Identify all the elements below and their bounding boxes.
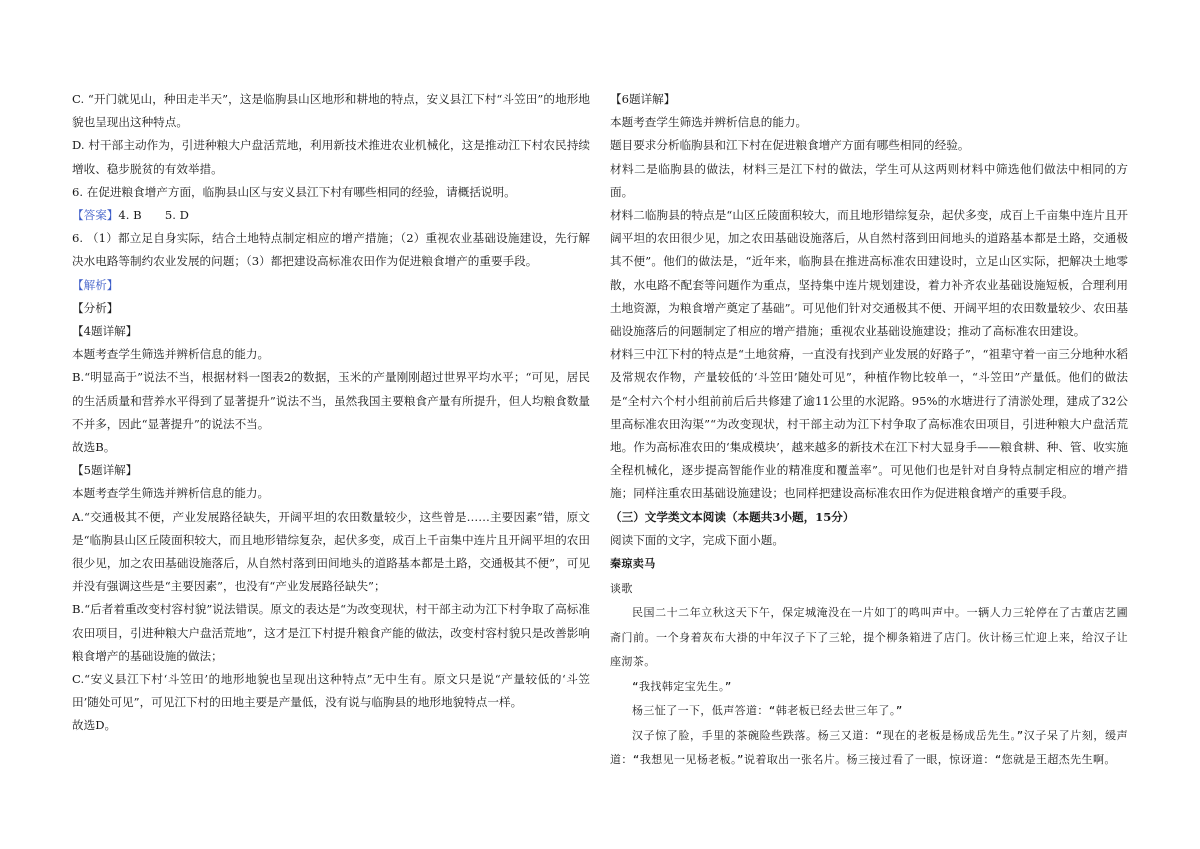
question-6: 6. 在促进粮食增产方面，临朐县山区与安义县江下村有哪些相同的经验，请概括说明。 <box>72 184 516 199</box>
story-paragraph: 汉子惊了脸，手里的茶碗险些跌落。杨三又道：“现在的老板是杨成岳先生。”汉子呆了片刻，缓声道：“我想见一见杨老板。”说着取出一张名片。杨三接过看了一眼，惊讶道：“您就是王超杰先生啊。 <box>610 728 1128 767</box>
q6-line: 材料二是临朐县的做法，材料三是江下村的做法，学生可从这两则材料中筛选他们做法中相同的方面。 <box>610 161 1128 199</box>
story-author: 谈歌 <box>610 581 633 595</box>
answer-text: 4. B 5. D <box>118 208 189 223</box>
q5-line: 故选D。 <box>72 718 117 733</box>
story-paragraph: “我找韩定宝先生。” <box>632 679 732 693</box>
q4-line: 故选B。 <box>72 440 116 455</box>
q6-line: 材料二临朐县的特点是“山区丘陵面积较大，而且地形错综复杂，起伏多变，成百上千亩集中连片且开阔平坦的农田很少见，加之农田基础设施落后，从自然村落到田间地头的道路基本都是土路，交通极其不便”。他们的做法是，“近年来，临朐县在推进高标准农田建设时，立足山区实际，把解决土地零散，水电路不配套等问题作为重点，坚持集中连片规划建设，着力补齐农业基础设施短板，合理利用土地资源，为粮食增产奠定了基础”。可见他们针对交通极其不便、开阔平坦的农田数量较少、农田基础设施落后的问题制定了相应的增产措施；重视农业基础设施建设；推动了高标准农田建设。 <box>610 208 1128 339</box>
q6-line: 材料三中江下村的特点是“土地贫瘠，一直没有找到产业发展的好路子”，“祖辈守着一亩三分地种水稻及常规农作物，产量较低的‘斗笠田’随处可见”，种植作物比较单一，“斗笠田”产量低。他们的做法是“全村六个村小组前前后后共修建了逾11公里的水泥路。95%的水塘进行了清淤处理，建成了32公里高标准农田沟渠”“为改变现状，村干部主动为江下村争取了高标准农田项目，引进种粮大户盘活荒地。作为高标准农田的‘集成模块’，越来越多的新技术在江下村大显身手——粮食耕、种、管、收实施全程机械化，逐步提高智能作业的精准度和覆盖率”。可见他们也是针对自身特点制定相应的增产措施；同样注重农田基础设施建设；也同样把建设高标准农田作为促进粮食增产的重要手段。 <box>610 347 1128 501</box>
q4-heading: 【4题详解】 <box>72 324 138 339</box>
right-column <box>610 88 1128 773</box>
q4-line: B.“明显高于”说法不当，根据材料一图表2的数据，玉米的产量刚刚超过世界平均水平；“可见，居民的生活质量和营养水平得到了显著提升”说法不当，虽然我国主要粮食产量有所提升，但人均粮食数量不并多，因此“显著提升”的说法不当。 <box>72 370 590 431</box>
q5-line: C.“安义县江下村‘斗笠田’的地形地貌也呈现出这种特点”无中生有。原文只是说“产量较低的‘斗笠田’随处可见”，可见江下村的田地主要是产量低，没有说与临朐县的地形地貌特点一样。 <box>72 672 590 710</box>
left-column <box>72 88 590 738</box>
answer-6: 6. （1）都立足自身实际，结合土地特点制定相应的增产措施；（2）重视农业基础设施建设，先行解决水电路等制约农业发展的问题；（3）都把建设高标准农田作为促进粮食增产的重要手段。 <box>72 231 590 269</box>
option-c: C. “开门就见山，种田走半天”，这是临朐县山区地形和耕地的特点，安义县江下村“斗笠田”的地形地貌也呈现出这种特点。 <box>72 92 590 130</box>
q5-heading: 【5题详解】 <box>72 463 138 478</box>
answer-line <box>72 204 590 227</box>
answer-label: 【答案】 <box>72 208 119 223</box>
section3-heading: （三）文学类文本阅读（本题共3小题，15分） <box>610 509 855 524</box>
q5-line: B.“后者着重改变村容村貌”说法错误。原文的表达是“为改变现状，村干部主动为江下村争取了高标准农田项目，引进种粮大户盘活荒地”，这才是江下村提升粮食产能的做法，改变村容村貌只是改善影响粮食增产的基础设施的做法； <box>72 602 590 663</box>
option-d: D. 村干部主动作为，引进种粮大户盘活荒地，利用新技术推进农业机械化，这是推动江下村农民持续增收、稳步脱贫的有效举措。 <box>72 138 590 176</box>
q6-heading: 【6题详解】 <box>610 92 676 106</box>
fenxi-label: 【分析】 <box>72 300 119 315</box>
q5-line: 本题考查学生筛选并辨析信息的能力。 <box>72 486 270 501</box>
q6-line: 本题考查学生筛选并辨析信息的能力。 <box>610 115 808 130</box>
q6-line: 题目要求分析临朐县和江下村在促进粮食增产方面有哪些相同的经验。 <box>610 138 970 153</box>
story-title: 秦琼卖马 <box>610 557 656 571</box>
analysis-label: 【解析】 <box>72 277 119 292</box>
q4-line: 本题考查学生筛选并辨析信息的能力。 <box>72 347 270 362</box>
story-paragraph: 民国二十二年立秋这天下午，保定城淹没在一片如丁的鸣叫声中。一辆人力三轮停在了古董店艺圃斋门前。一个身着灰布大褂的中年汉子下了三轮，提个柳条箱进了店门。伙计杨三忙迎上来，给汉子让座沏茶。 <box>610 606 1128 669</box>
q5-line: A.“交通极其不便，产业发展路径缺失，开阔平坦的农田数量较少，这些曾是……主要因素”错，原文是“临朐县山区丘陵面积较大，而且地形错综复杂，起伏多变，成百上千亩集中连片且开阔平坦的农田很少见，加之农田基础设施落后，从自然村落到田间地头的道路基本都是土路，交通极其不便”，可见并没有强调这些是“主要因素”，也没有“产业发展路径缺失”； <box>72 509 590 594</box>
story <box>610 552 1128 773</box>
story-paragraph: 杨三怔了一下，低声答道：“韩老板已经去世三年了。” <box>632 704 903 718</box>
section3-instruction: 阅读下面的文字，完成下面小题。 <box>610 532 784 547</box>
